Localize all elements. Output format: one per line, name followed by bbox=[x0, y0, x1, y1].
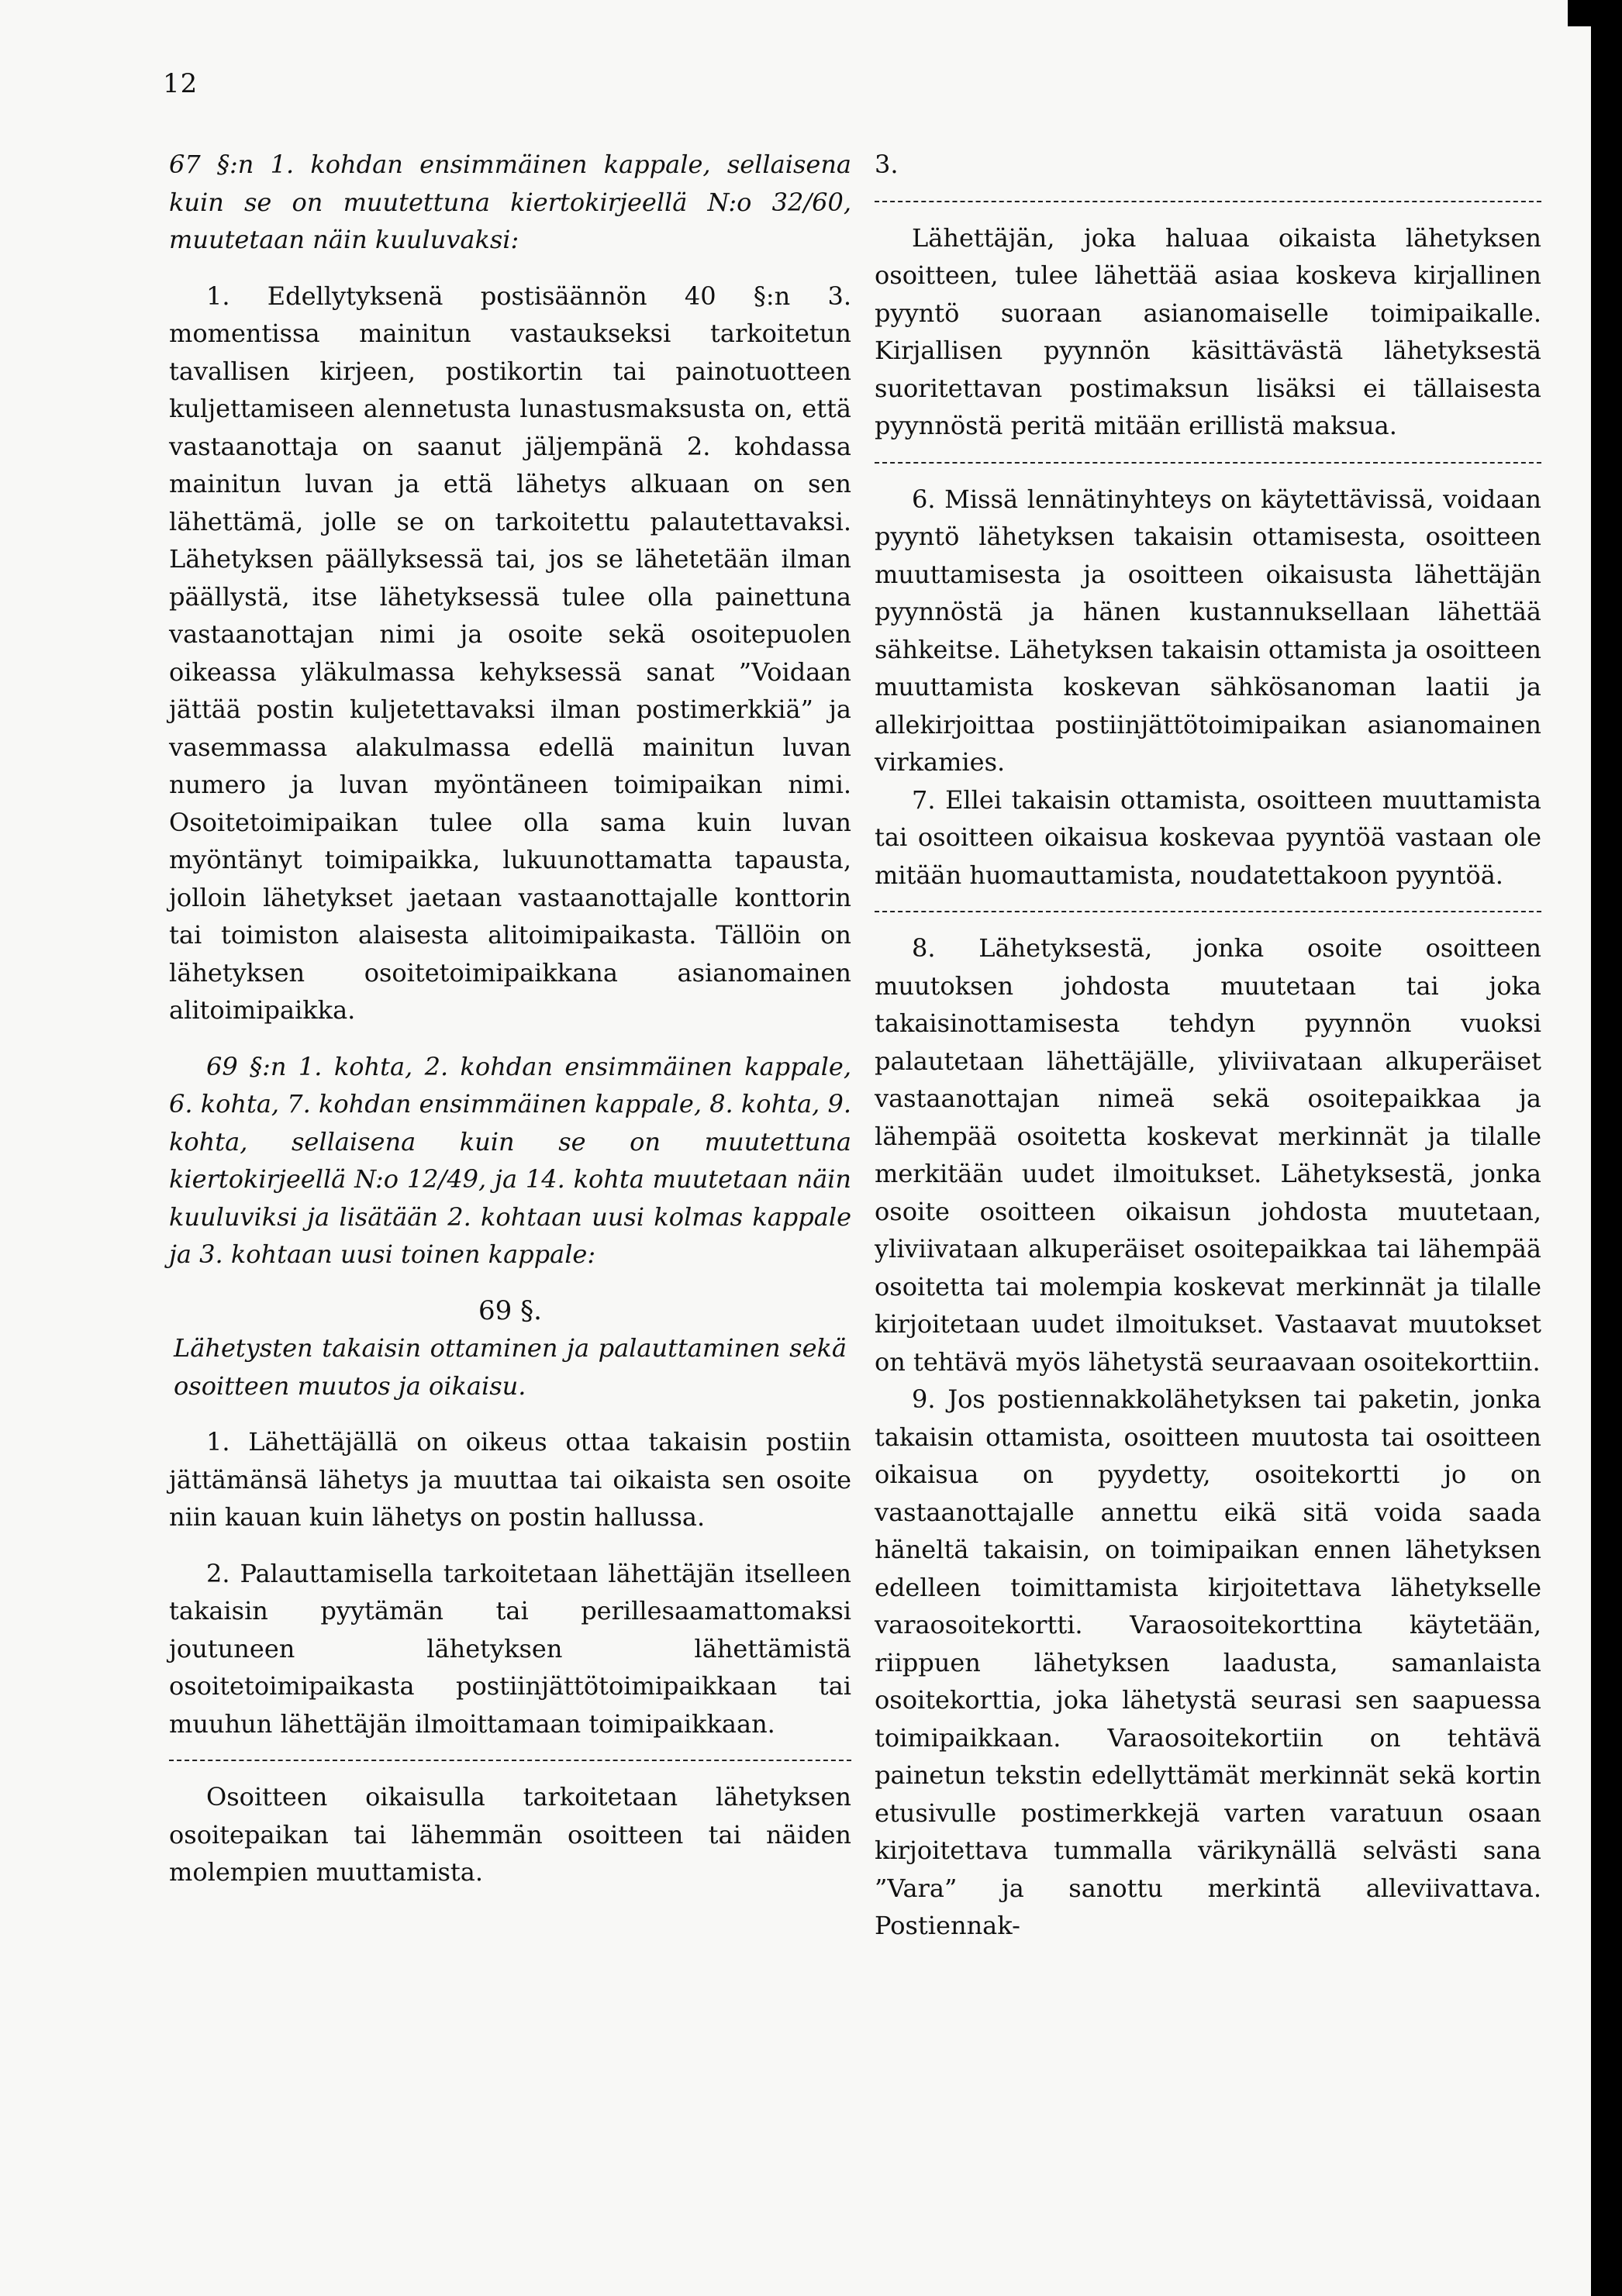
omission-divider bbox=[875, 462, 1541, 464]
scan-margin-strip bbox=[1568, 26, 1591, 2296]
left-column bbox=[169, 146, 851, 1891]
paragraph-67-1: 1. Edellytyksenä postisäännön 40 §:n 3. momentissa mainitun vastaukseksi tarkoitetun tavallisen kirjeen, postikortin tai painotuotteen kuljettamiseen alennetusta lunastusmaksusta on, että vastaanottaja on saanut jäljempänä 2. kohdassa mainitun luvan ja että lähetys alkuaan on sen lähettämä, jolle se on tarkoitettu palautettavaksi. Lähetyksen päällyksessä tai, jos se lähetetään ilman päällystä, itse lähetyksessä tulee olla painettuna vastaanottajan nimi ja osoite sekä osoitepuolen oikeassa yläkulmassa kehyksessä sanat ”Voidaan jättää postin kuljetettavaksi ilman postimerkkiä” ja vasemmassa alakulmassa edellä mainitun luvan numero ja luvan myöntäneen toimipaikan nimi. Osoitetoimipaikan tulee olla sama kuin luvan myöntänyt toimipaikka, lukuunottamatta tapausta, jolloin lähetykset jaetaan vastaanottajalle konttorin tai toimiston alaisesta alitoimipaikasta. Tällöin on lähetyksen osoitetoimipaikkana asianomainen alitoimipaikka. bbox=[169, 281, 851, 1025]
paragraph-69-2: 2. Palauttamisella tarkoitetaan lähettäjän itselleen takaisin pyytämän tai perillesaamattomaksi joutuneen lähetyksen lähettämistä osoitetoimipaikasta postiinjättötoimipaikkaan tai muuhun lähettäjän ilmoittamaan toimipaikkaan. bbox=[169, 1558, 851, 1739]
amendment-intro-69: 69 §:n 1. kohta, 2. kohdan ensimmäinen kappale, 6. kohta, 7. kohdan ensimmäinen kappale, 8. kohta, 9. kohta, sellaisena kuin se on muutettuna kiertokirjeellä N:o 12/49, ja 14. kohta muutetaan näin kuuluviksi ja lisätään 2. kohtaan uusi kolmas kappale ja 3. kohtaan uusi toinen kappale: bbox=[169, 1051, 851, 1269]
omission-divider bbox=[169, 1760, 851, 1761]
omission-divider bbox=[875, 201, 1541, 202]
paragraph-69-1: 1. Lähettäjällä on oikeus ottaa takaisin postiin jättämänsä lähetys ja muuttaa tai oikaista sen osoite niin kauan kuin lähetys on postin hallussa. bbox=[169, 1427, 851, 1532]
paragraph-3-new: Lähettäjän, joka haluaa oikaista lähetyksen osoitteen, tulee lähettää asiaa koskeva kirjallinen pyyntö suoraan asianomaiselle toimipaikalle. Kirjallisen pyynnön käsittävästä lähetyksestä suoritettavan postimaksun lisäksi ei tällaisesta pyynnöstä peritä mitään erillistä maksua. bbox=[875, 222, 1541, 440]
section-heading: 69 §. bbox=[478, 1295, 542, 1326]
paragraph-7: 7. Ellei takaisin ottamista, osoitteen muuttamista tai osoitteen oikaisua koskevaa pyyntöä vastaan ole mitään huomauttamista, noudatettakoon pyyntöä. bbox=[875, 784, 1541, 890]
paragraph-69-2-new: Osoitteen oikaisulla tarkoitetaan lähetyksen osoitepaikan tai lähemmän osoitteen tai näiden molempien muuttamista. bbox=[169, 1782, 851, 1887]
amendment-intro-67: 67 §:n 1. kohdan ensimmäinen kappale, sellaisena kuin se on muutettuna kiertokirjeellä N:o 32/60, muutetaan näin kuuluvaksi: bbox=[169, 150, 851, 254]
paragraph-9: 9. Jos postiennakkolähetyksen tai paketin, jonka takaisin ottamista, osoitteen muutosta tai osoitteen oikaisua on pyydetty, osoitekortti jo on vastaanottajalle annettu eikä sitä voida saada häneltä takaisin, on toimipaikan ennen lähetyksen edelleen toimittamista kirjoitettava lähetykselle varaosoitekortti. Varaosoitekorttina käytetään, riippuen lähetyksen laadusta, samanlaista osoitekorttia, joka lähetystä seurasi sen saapuessa toimipaikkaan. Varaosoitekortiin on tehtävä painetun tekstin edellyttämät merkinnät sekä kortin etusivulle postimerkkejä varten varatuun osaan kirjoitettava tummalla värikynällä selvästi sana ”Vara” ja sanottu merkintä alleviivattava. Postiennak- bbox=[875, 1384, 1541, 1940]
page-number: 12 bbox=[163, 68, 198, 99]
omission-divider bbox=[875, 911, 1541, 912]
paragraph-3-label: 3. bbox=[875, 150, 899, 179]
section-subheading: Lähetysten takaisin ottaminen ja palauttaminen sekä osoitteen muutos ja oikaisu. bbox=[174, 1333, 847, 1401]
right-column bbox=[875, 146, 1541, 1945]
paragraph-8: 8. Lähetyksestä, jonka osoite osoitteen muutoksen johdosta muutetaan tai joka takaisinottamisesta tehdyn pyynnön vuoksi palautetaan lähettäjälle, yliviivataan alkuperäiset vastaanottajan nimeä sekä osoitepaikkaa ja lähempää osoitetta koskevat merkinnät ja tilalle merkitään uudet ilmoitukset. Lähetyksestä, jonka osoite osoitteen oikaisun johdosta muutetaan, yliviivataan alkuperäiset osoitepaikkaa tai lähempää osoitetta tai molempia koskevat merkinnät ja tilalle kirjoitetaan uudet ilmoitukset. Vastaavat muutokset on tehtävä myös lähetystä seuraavaan osoitekorttiin. bbox=[875, 933, 1541, 1377]
paragraph-6: 6. Missä lennätinyhteys on käytettävissä, voidaan pyyntö lähetyksen takaisin ottamisesta, osoitteen muuttamisesta ja osoitteen oikaisusta lähettäjän pyynnöstä ja hänen kustannuksellaan lähettää sähkeitse. Lähetyksen takaisin ottamista ja osoitteen muuttamista koskevan sähkösanoman laatii ja allekirjoittaa postiinjättötoimipaikan asianomainen virkamies. bbox=[875, 484, 1541, 777]
